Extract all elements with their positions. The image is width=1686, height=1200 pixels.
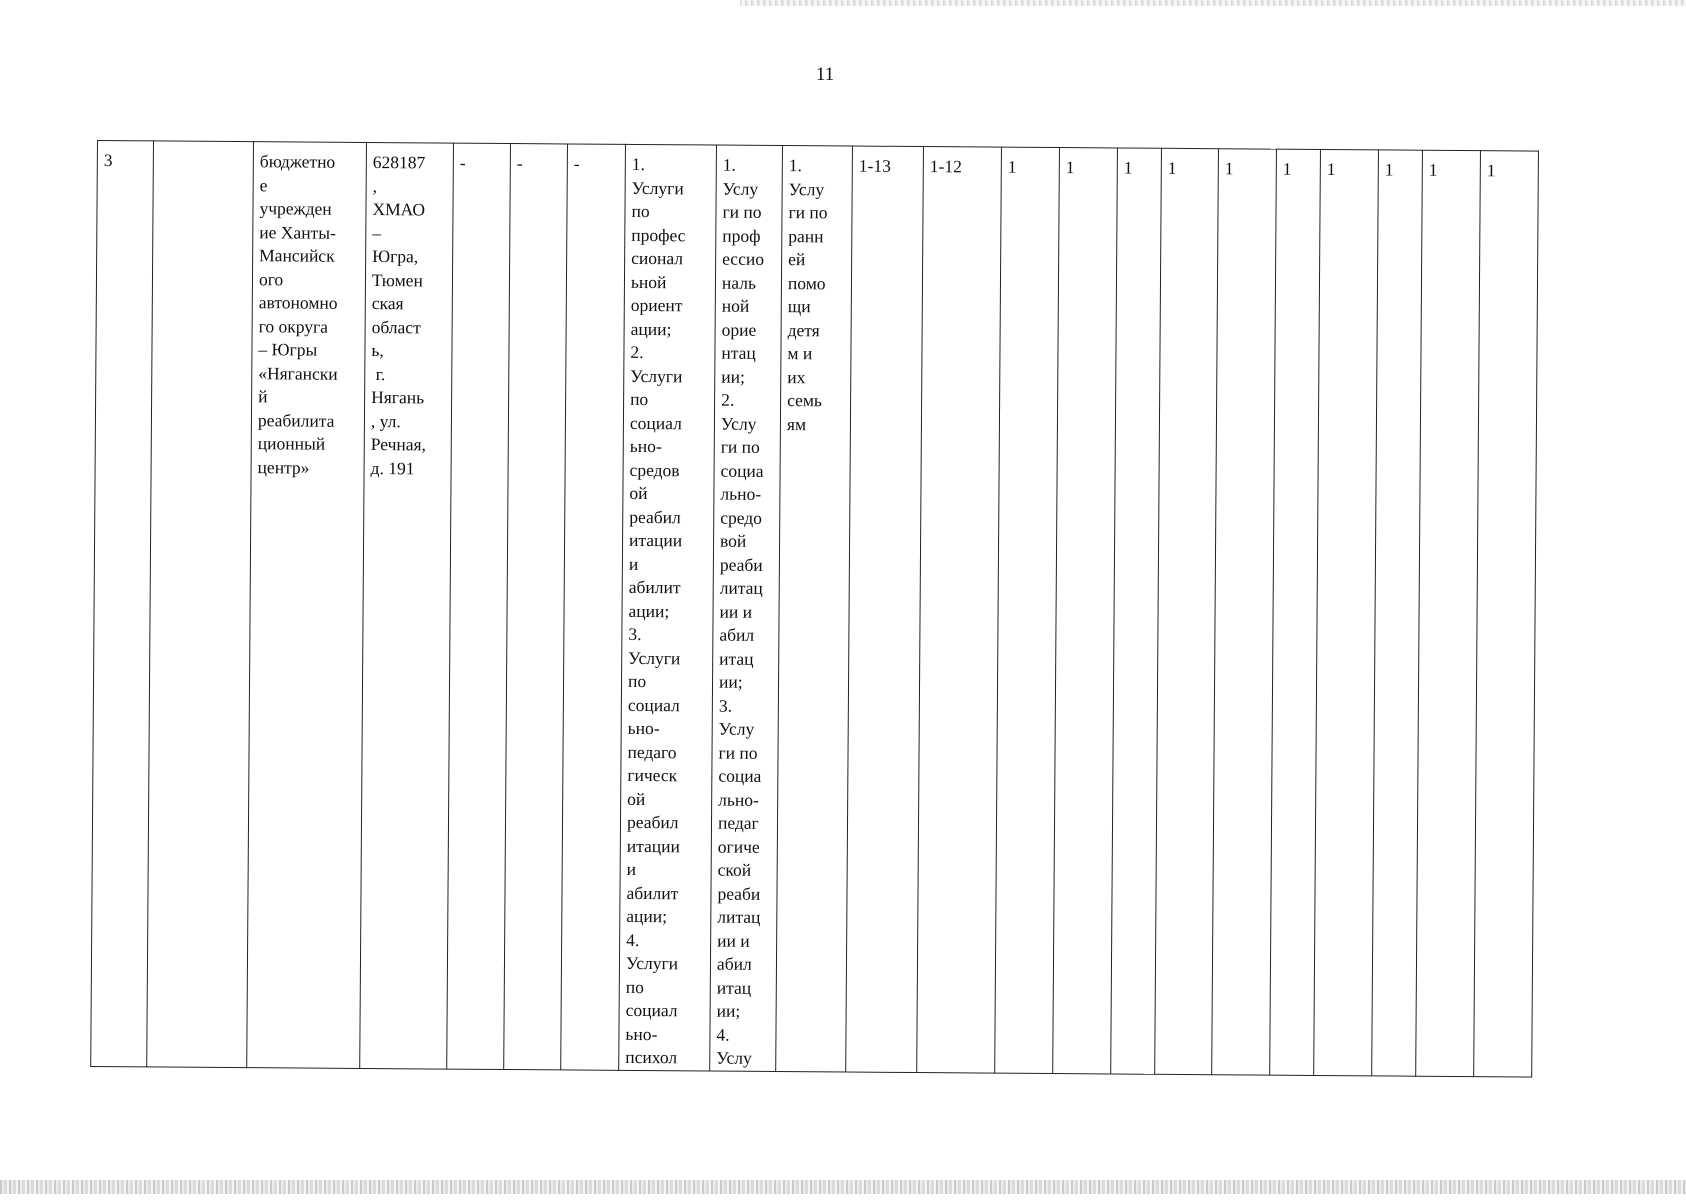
services-table [90, 140, 1539, 1077]
table-container [90, 140, 1539, 1077]
services-cell-b [710, 145, 783, 1071]
services-text-c: 1. Услу ги по ранн ей помо щи детя м и их семь ям [786, 155, 828, 434]
value-cell: 1 [1053, 148, 1118, 1074]
dash-cell: - [561, 144, 626, 1070]
dash-cell: - [504, 144, 568, 1070]
dash-cell: - [447, 143, 511, 1069]
page-number: 11 [815, 64, 835, 85]
org-name-cell [247, 142, 367, 1068]
value-cell: 1 [1416, 150, 1481, 1076]
value-cell: 1 [1314, 149, 1379, 1075]
row-index-cell: 3 [91, 141, 154, 1067]
services-cell-a [619, 144, 717, 1070]
value-cell: 1 [1270, 149, 1321, 1075]
range-cell-b: 1-12 [917, 147, 1002, 1073]
value-cell: 1 [1155, 148, 1219, 1074]
value-cell: 1 [995, 147, 1060, 1073]
address-cell [360, 142, 454, 1068]
value-cell: 1 [1111, 148, 1162, 1074]
empty-cell [147, 141, 254, 1067]
org-name-text: бюджетно е учрежден ие Ханты- Мансийск ого автономно го округа – Югры «Няганcки й реабилита ционный центр» [257, 151, 338, 478]
value-cell: 1 [1212, 149, 1277, 1075]
address-text: 628187 , ХМАО – Югра, Тюмен ская област ь, г. Нягань , ул. Речная, д. 191 [370, 152, 427, 478]
services-text-b: 1. Услу ги по проф ессио наль ной орие нтац ии; 2. Услу ги по социа льно- средо вой реаби литац ии и абил итац ии; 3. Услу ги по социа льно- педаг огиче ской реаби литац ии и абил итац ии; 4. Услу [716, 154, 765, 1068]
value-cell: 1 [1474, 151, 1539, 1077]
table-row [91, 141, 1539, 1077]
value-cell: 1 [1372, 150, 1423, 1076]
services-cell-c [776, 146, 853, 1072]
scan-edge-bottom [0, 1180, 1686, 1194]
scan-edge-top [740, 0, 1686, 6]
services-text-a: 1. Услуги по профес сионал ьной ориент ации; 2. Услуги по социал ьно- средов ой реабил итации и абилит ации; 3. Услуги по социал ьно- педаго гическ ой реабил итации и абилит ации; 4. Услуги по социал ьно- психол [625, 153, 686, 1068]
range-cell-a: 1-13 [846, 146, 924, 1072]
